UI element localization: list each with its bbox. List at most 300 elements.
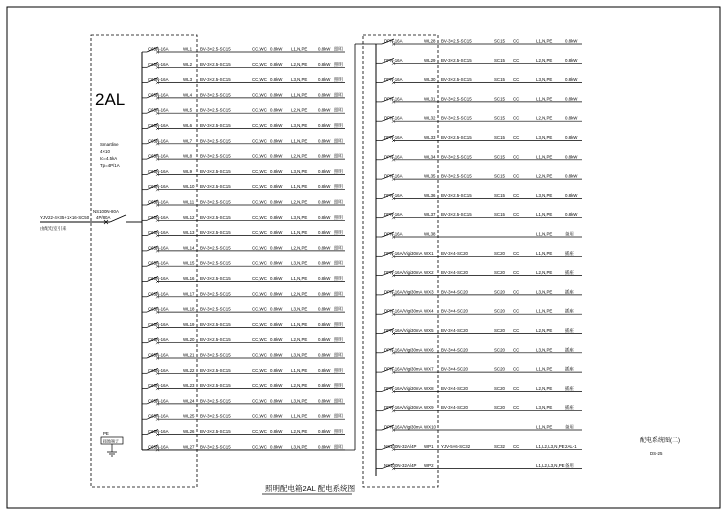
left-row-conduit: CC,WC	[252, 184, 267, 190]
left-row-note: 照明	[334, 153, 343, 159]
right-row-circuit: WL32	[424, 115, 436, 121]
left-row-conduit: CC,WC	[252, 199, 267, 205]
main-breaker-note: 4P/80A	[96, 215, 111, 220]
right-row-phase: L2,N,PE	[536, 270, 553, 276]
right-row-phase: L3,N,PE	[536, 405, 553, 411]
right-row-note: 0.8kW	[565, 77, 578, 83]
ground-icon	[107, 452, 117, 456]
left-row-load-2: 0.8kW	[318, 337, 331, 343]
right-row-circuit: WL37	[424, 212, 436, 218]
right-row-conduit: SC15	[494, 154, 505, 160]
left-row-conduit: CC,WC	[252, 46, 267, 52]
left-row-load-2: 0.8kW	[318, 168, 331, 174]
right-row-breaker: DPN-16A/Vigi30mA	[384, 366, 423, 372]
right-row-conduit: SC20	[494, 328, 505, 333]
left-row-conduit: CC,WC	[252, 77, 267, 83]
right-row-breaker: DPN-16A	[384, 77, 403, 83]
right-row-conduit: SC20	[494, 347, 505, 353]
right-panel-enclosure	[363, 35, 438, 487]
left-row-breaker: C65N-16A	[148, 276, 169, 281]
left-row-circuit: WL20	[183, 337, 195, 343]
left-row-circuit: WL11	[183, 199, 195, 205]
right-row-phase: L1,N,PE	[536, 96, 553, 102]
right-row-breaker: DPN-16A	[384, 38, 403, 44]
right-row-cable: YJV-5×6-SC32	[441, 443, 471, 449]
right-row-phase: L2,N,PE	[536, 385, 553, 391]
left-row-load: 0.8kW	[270, 199, 283, 205]
left-row-cable: BV-3×2.5-SC15	[200, 46, 231, 52]
right-row-cable: BV-3×2.5-SC15	[441, 173, 472, 179]
left-row-circuit: WL24	[183, 398, 195, 404]
left-row-circuit: WL13	[183, 230, 195, 236]
left-row-cable: BV-3×2.5-SC15	[200, 291, 231, 297]
right-row-phase: L2,N,PE	[536, 57, 553, 63]
left-row-note: 照明	[334, 168, 343, 174]
right-row-phase: L2,N,PE	[536, 115, 553, 121]
right-row-conduit: SC20	[494, 366, 505, 372]
left-row-cable: BV-3×2.5-SC15	[200, 367, 231, 373]
left-row-note: 照明	[334, 230, 343, 236]
left-row-phase: L2,N,PE	[291, 291, 308, 297]
right-row-cable: BV-3×4-SC20	[441, 270, 468, 276]
right-row-circuit: WX4	[424, 308, 434, 314]
right-row-breaker: DPN-16A	[384, 192, 403, 198]
ground-label: PE	[103, 431, 109, 436]
right-row-load: CC	[513, 405, 520, 411]
right-row-breaker: DPN-16A	[384, 96, 403, 102]
right-row-phase: L1,N,PE	[536, 212, 553, 218]
left-row-note: 照明	[334, 46, 343, 52]
main-breaker: NS100N-80A	[93, 209, 119, 214]
left-row-load-2: 0.8kW	[318, 383, 331, 389]
right-row-breaker: DPN-16A	[384, 115, 403, 121]
left-row-cable: BV-3×2.5-SC15	[200, 77, 231, 83]
right-row-phase: L1,N,PE	[536, 308, 553, 314]
left-row-breaker: C65N-16A	[148, 413, 169, 419]
left-row-note: 照明	[334, 61, 343, 67]
right-row-conduit: SC32	[494, 443, 505, 449]
left-row-load-2: 0.8kW	[318, 245, 331, 251]
left-row-phase: L1,N,PE	[291, 276, 308, 281]
left-row-load-2: 0.8kW	[318, 291, 331, 297]
right-row-cable: BV-3×4-SC20	[441, 347, 468, 353]
right-row-note: 0.8kW	[565, 192, 578, 198]
left-row-circuit: WL1	[183, 46, 193, 52]
left-row-phase: L1,N,PE	[291, 321, 308, 327]
right-row-circuit: WX7	[424, 366, 434, 372]
right-row-cable: BV-3×2.5-SC15	[441, 135, 472, 140]
main-breaker-contact	[110, 215, 126, 222]
left-row-breaker: C65N-16A	[148, 153, 169, 159]
left-row-note: 照明	[334, 383, 343, 389]
right-row-note: 0.8kW	[565, 212, 578, 218]
left-row-circuit: WL18	[183, 306, 195, 312]
right-row-breaker: DPN-16A	[384, 212, 403, 218]
left-row-load-2: 0.8kW	[318, 214, 331, 220]
left-row-cable: BV-3×2.5-SC15	[200, 138, 231, 144]
left-row-circuit: WL19	[183, 321, 195, 327]
left-row-note: 照明	[334, 77, 343, 83]
left-row-load-2: 0.8kW	[318, 429, 331, 434]
left-row-conduit: CC,WC	[252, 138, 267, 144]
right-row-load: CC	[513, 347, 520, 353]
left-row-load: 0.8kW	[270, 291, 283, 297]
left-row-circuit: WL5	[183, 107, 193, 113]
left-row-load: 0.8kW	[270, 92, 283, 98]
right-row-phase: L1,N,PE	[536, 154, 553, 160]
left-row-load-2: 0.8kW	[318, 107, 331, 113]
left-row-load-2: 0.8kW	[318, 153, 331, 159]
right-row-phase: L3,N,PE	[536, 192, 553, 198]
left-row-load: 0.8kW	[270, 245, 283, 251]
left-feeder-rows	[142, 46, 345, 452]
left-row-breaker: C65N-16A	[148, 199, 169, 205]
right-row-cable: BV-3×2.5-SC15	[441, 96, 472, 102]
left-row-load: 0.8kW	[270, 429, 283, 434]
left-row-circuit: WL2	[183, 61, 193, 67]
right-row-breaker: NS100N-32A/4P	[384, 443, 417, 449]
side-subtitle: DS-25	[650, 451, 663, 456]
left-row-breaker: C65N-16A	[148, 398, 169, 404]
right-row-circuit: WL35	[424, 173, 436, 179]
right-row-load: CC	[513, 212, 520, 218]
left-row-breaker: C65N-16A	[148, 291, 169, 297]
left-row-circuit: WL10	[183, 184, 195, 190]
left-row-load: 0.8kW	[270, 367, 283, 373]
left-row-cable: BV-3×2.5-SC15	[200, 61, 231, 67]
right-row-note: 插座	[565, 328, 574, 333]
left-row-cable: BV-3×2.5-SC15	[200, 168, 231, 174]
left-row-conduit: CC,WC	[252, 398, 267, 404]
right-row-note: 0.8kW	[565, 57, 578, 63]
left-row-breaker: C65N-16A	[148, 123, 169, 128]
right-feeder-rows	[376, 39, 582, 471]
incoming-cable: YJV22-4×35+1×16-SC50	[40, 215, 90, 220]
left-row-load-2: 0.8kW	[318, 230, 331, 236]
left-row-breaker: C65N-16A	[148, 184, 169, 190]
left-row-load: 0.8kW	[270, 398, 283, 404]
left-row-breaker: C65N-16A	[148, 260, 169, 266]
left-row-phase: L3,N,PE	[291, 77, 308, 83]
right-row-load: CC	[513, 115, 520, 121]
left-row-load: 0.8kW	[270, 153, 283, 159]
right-row-phase: L1,N,PE	[536, 38, 553, 44]
left-row-cable: BV-3×2.5-SC15	[200, 123, 231, 128]
left-row-circuit: WL15	[183, 260, 195, 266]
right-row-circuit: WL31	[424, 96, 436, 102]
left-row-circuit: WL3	[183, 77, 193, 83]
right-row-load: CC	[513, 38, 520, 44]
right-row-note: 0.8kW	[565, 135, 578, 140]
right-row-load: CC	[513, 57, 520, 63]
left-row-circuit: WL23	[183, 383, 195, 389]
left-row-breaker: C65N-16A	[148, 92, 169, 98]
right-row-phase: L1,N,PE	[536, 366, 553, 372]
left-row-circuit: WL12	[183, 214, 195, 220]
right-row-circuit: WX10	[424, 424, 436, 430]
right-row-breaker: DPN-16A	[384, 173, 403, 179]
left-row-phase: L2,N,PE	[291, 337, 308, 343]
left-row-cable: BV-3×2.5-SC15	[200, 321, 231, 327]
left-row-note: 照明	[334, 337, 343, 343]
right-row-note: 插座	[565, 289, 574, 295]
right-row-breaker: DPN-16A/Vigi30mA	[384, 289, 423, 295]
left-row-cable: BV-3×2.5-SC15	[200, 383, 231, 389]
left-row-circuit: WL22	[183, 367, 195, 373]
right-row-cable: BV-3×2.5-SC15	[441, 154, 472, 160]
left-row-breaker: C65N-16A	[148, 107, 169, 113]
right-row-load: CC	[513, 270, 520, 276]
left-row-breaker: C65N-16A	[148, 352, 169, 358]
left-row-circuit: WL8	[183, 153, 193, 159]
right-row-load: CC	[513, 289, 520, 295]
right-row-cable: BV-3×4-SC20	[441, 308, 468, 314]
left-row-cable: BV-3×2.5-SC15	[200, 199, 231, 205]
left-row-breaker: C65N-16A	[148, 367, 169, 373]
side-title: 配电系统图(二)	[640, 438, 680, 444]
left-row-load: 0.8kW	[270, 321, 283, 327]
right-row-note: 0.8kW	[565, 154, 578, 160]
left-row-load: 0.8kW	[270, 107, 283, 113]
right-row-cable: BV-3×2.5-SC15	[441, 77, 472, 83]
left-row-phase: L3,N,PE	[291, 260, 308, 266]
left-row-cable: BV-3×2.5-SC15	[200, 398, 231, 404]
left-row-phase: L1,N,PE	[291, 413, 308, 419]
left-row-breaker: C65N-16A	[148, 46, 169, 52]
right-row-conduit: SC15	[494, 115, 505, 121]
right-row-cable: BV-3×4-SC20	[441, 250, 468, 256]
right-row-note: 插座	[565, 366, 574, 372]
left-row-note: 照明	[334, 367, 343, 373]
right-row-breaker: DPN-16A/Vigi30mA	[384, 250, 423, 256]
left-row-note: 照明	[334, 352, 343, 358]
right-row-note: 0.8kW	[565, 173, 578, 179]
right-row-breaker: DPN-16A/Vigi30mA	[384, 328, 423, 333]
left-row-load-2: 0.8kW	[318, 199, 331, 205]
right-row-conduit: SC15	[494, 77, 505, 83]
right-row-circuit: WL38	[424, 231, 436, 237]
right-row-phase: L2,N,PE	[536, 328, 553, 333]
right-row-load: CC	[513, 443, 520, 449]
left-row-conduit: CC,WC	[252, 123, 267, 128]
right-row-circuit: WP2	[424, 463, 434, 469]
left-row-circuit: WL21	[183, 352, 195, 358]
right-row-circuit: WL33	[424, 135, 436, 140]
left-row-note: 照明	[334, 107, 343, 113]
left-row-cable: BV-3×2.5-SC15	[200, 306, 231, 312]
left-row-load: 0.8kW	[270, 123, 283, 128]
right-row-phase: L1,L2,L3,N,PE	[536, 443, 565, 449]
right-row-note: 插座	[565, 405, 574, 411]
right-row-conduit: SC20	[494, 308, 505, 314]
left-row-note: 照明	[334, 92, 343, 98]
right-row-phase: L1,N,PE	[536, 250, 553, 256]
right-row-note: 插座	[565, 250, 574, 256]
right-row-circuit: WX5	[424, 328, 434, 333]
left-row-note: 照明	[334, 444, 343, 450]
left-row-circuit: WL14	[183, 245, 195, 251]
incoming-note: 由配电室引来	[40, 226, 67, 231]
right-row-load: CC	[513, 250, 520, 256]
right-row-cable: BV-3×4-SC20	[441, 366, 468, 372]
left-row-circuit: WL4	[183, 92, 193, 98]
left-row-load: 0.8kW	[270, 260, 283, 266]
right-row-note: 插座	[565, 385, 574, 391]
left-row-cable: BV-3×2.5-SC15	[200, 184, 231, 190]
left-row-conduit: CC,WC	[252, 92, 267, 98]
left-row-conduit: CC,WC	[252, 337, 267, 343]
left-row-load-2: 0.8kW	[318, 276, 331, 281]
left-row-conduit: CC,WC	[252, 444, 267, 450]
right-row-cable: BV-3×2.5-SC15	[441, 115, 472, 121]
left-row-phase: L2,N,PE	[291, 61, 308, 67]
right-row-breaker: DPN-16A	[384, 154, 403, 160]
left-row-phase: L2,N,PE	[291, 107, 308, 113]
right-row-breaker: DPN-16A/Vigi30mA	[384, 385, 423, 391]
left-row-cable: BV-3×2.5-SC15	[200, 153, 231, 159]
right-row-circuit: WX2	[424, 270, 434, 276]
left-row-load: 0.8kW	[270, 184, 283, 190]
left-row-breaker: C65N-16A	[148, 61, 169, 67]
left-row-conduit: CC,WC	[252, 245, 267, 251]
right-row-load: CC	[513, 173, 520, 179]
left-row-note: 照明	[334, 276, 343, 281]
left-row-phase: L2,N,PE	[291, 153, 308, 159]
right-row-breaker: DPN-16A/Vigi30mA	[384, 270, 423, 276]
left-row-load-2: 0.8kW	[318, 61, 331, 67]
right-row-breaker: DPN-16A/Vigi30mA	[384, 308, 423, 314]
left-row-circuit: WL25	[183, 413, 195, 419]
meter-note-4: Tp=4P/1A	[100, 163, 120, 168]
right-row-note: 0.8kW	[565, 115, 578, 121]
right-row-phase: L1,L2,L3,N,PE	[536, 463, 565, 469]
left-row-note: 照明	[334, 291, 343, 297]
left-row-circuit: WL17	[183, 291, 195, 297]
right-row-note: 0.8kW	[565, 38, 578, 44]
left-row-load-2: 0.8kW	[318, 398, 331, 404]
left-row-conduit: CC,WC	[252, 367, 267, 373]
right-row-conduit: SC20	[494, 250, 505, 256]
left-row-circuit: WL7	[183, 138, 193, 144]
left-row-cable: BV-3×2.5-SC15	[200, 413, 231, 419]
right-row-cable: BV-3×4-SC20	[441, 328, 468, 333]
left-row-load-2: 0.8kW	[318, 321, 331, 327]
right-row-breaker: DPN-16A	[384, 231, 403, 237]
right-row-load: CC	[513, 77, 520, 83]
right-row-note: 插座	[565, 347, 574, 353]
left-row-breaker: C65N-16A	[148, 214, 169, 220]
right-row-breaker: DPN-16A	[384, 57, 403, 63]
left-row-cable: BV-3×2.5-SC15	[200, 230, 231, 236]
right-row-breaker: DPN-16A/Vigi30mA	[384, 424, 423, 430]
right-row-breaker: DPN-16A/Vigi30mA	[384, 347, 423, 353]
drawing-border	[7, 7, 720, 508]
right-row-breaker: DPN-16A	[384, 135, 403, 140]
meter-note-3: Ic=4.5kA	[100, 156, 118, 161]
left-row-note: 照明	[334, 321, 343, 327]
left-row-cable: BV-3×2.5-SC15	[200, 245, 231, 251]
meter-note-2: 4×10	[100, 149, 110, 154]
left-row-note: 照明	[334, 138, 343, 144]
right-row-conduit: SC15	[494, 173, 505, 179]
right-row-conduit: SC15	[494, 135, 505, 140]
left-row-circuit: WL9	[183, 168, 193, 174]
right-row-conduit: SC20	[494, 270, 505, 276]
left-row-note: 照明	[334, 398, 343, 404]
right-row-note: 备用	[565, 424, 574, 430]
left-row-load-2: 0.8kW	[318, 138, 331, 144]
left-row-note: 照明	[334, 199, 343, 205]
right-row-circuit: WX6	[424, 347, 434, 353]
right-row-phase: L3,N,PE	[536, 135, 553, 140]
left-row-load-2: 0.8kW	[318, 352, 331, 358]
left-row-load: 0.8kW	[270, 383, 283, 389]
right-row-conduit: SC15	[494, 192, 505, 198]
right-row-conduit: SC15	[494, 57, 505, 63]
left-row-load-2: 0.8kW	[318, 306, 331, 312]
left-row-phase: L2,N,PE	[291, 199, 308, 205]
right-row-conduit: SC15	[494, 212, 505, 218]
left-row-load-2: 0.8kW	[318, 444, 331, 450]
right-row-phase: L1,N,PE	[536, 424, 553, 430]
right-row-load: CC	[513, 135, 520, 140]
right-row-conduit: SC20	[494, 405, 505, 411]
left-row-load: 0.8kW	[270, 337, 283, 343]
left-row-phase: L1,N,PE	[291, 230, 308, 236]
left-row-phase: L3,N,PE	[291, 306, 308, 312]
left-row-breaker: C65N-16A	[148, 337, 169, 343]
left-row-conduit: CC,WC	[252, 153, 267, 159]
left-row-cable: BV-3×2.5-SC15	[200, 352, 231, 358]
right-row-cable: BV-3×2.5-SC15	[441, 192, 472, 198]
left-row-conduit: CC,WC	[252, 168, 267, 174]
left-row-breaker: C65N-16A	[148, 138, 169, 144]
right-row-cable: BV-3×2.5-SC15	[441, 57, 472, 63]
right-row-cable: BV-3×2.5-SC15	[441, 212, 472, 218]
right-row-load: CC	[513, 385, 520, 391]
left-row-cable: BV-3×2.5-SC15	[200, 260, 231, 266]
right-row-circuit: WL36	[424, 192, 436, 198]
right-row-conduit: SC20	[494, 289, 505, 295]
left-row-phase: L2,N,PE	[291, 429, 308, 434]
right-row-circuit: WL28	[424, 38, 436, 44]
right-row-circuit: WX9	[424, 405, 434, 411]
left-row-circuit: WL6	[183, 123, 193, 128]
right-row-circuit: WL30	[424, 77, 436, 83]
right-row-phase: L3,N,PE	[536, 77, 553, 83]
left-row-phase: L3,N,PE	[291, 168, 308, 174]
left-row-breaker: C65N-16A	[148, 230, 169, 236]
left-row-cable: BV-3×2.5-SC15	[200, 429, 231, 434]
right-row-circuit: WL29	[424, 57, 436, 63]
left-row-circuit: WL27	[183, 444, 195, 450]
left-row-load-2: 0.8kW	[318, 46, 331, 52]
right-row-breaker: NS100N-32A/4P	[384, 463, 417, 469]
left-row-load-2: 0.8kW	[318, 92, 331, 98]
left-row-load-2: 0.8kW	[318, 184, 331, 190]
left-row-load: 0.8kW	[270, 230, 283, 236]
left-row-phase: L1,N,PE	[291, 367, 308, 373]
right-row-circuit: WX8	[424, 385, 434, 391]
left-row-load-2: 0.8kW	[318, 260, 331, 266]
right-row-note: 插座	[565, 270, 574, 276]
left-row-cable: BV-3×2.5-SC15	[200, 92, 231, 98]
left-row-phase: L3,N,PE	[291, 398, 308, 404]
left-row-load-2: 0.8kW	[318, 367, 331, 373]
left-row-breaker: C65N-16A	[148, 321, 169, 327]
right-row-cable: BV-3×4-SC20	[441, 405, 468, 411]
right-row-note: 2AL-1	[565, 443, 577, 449]
